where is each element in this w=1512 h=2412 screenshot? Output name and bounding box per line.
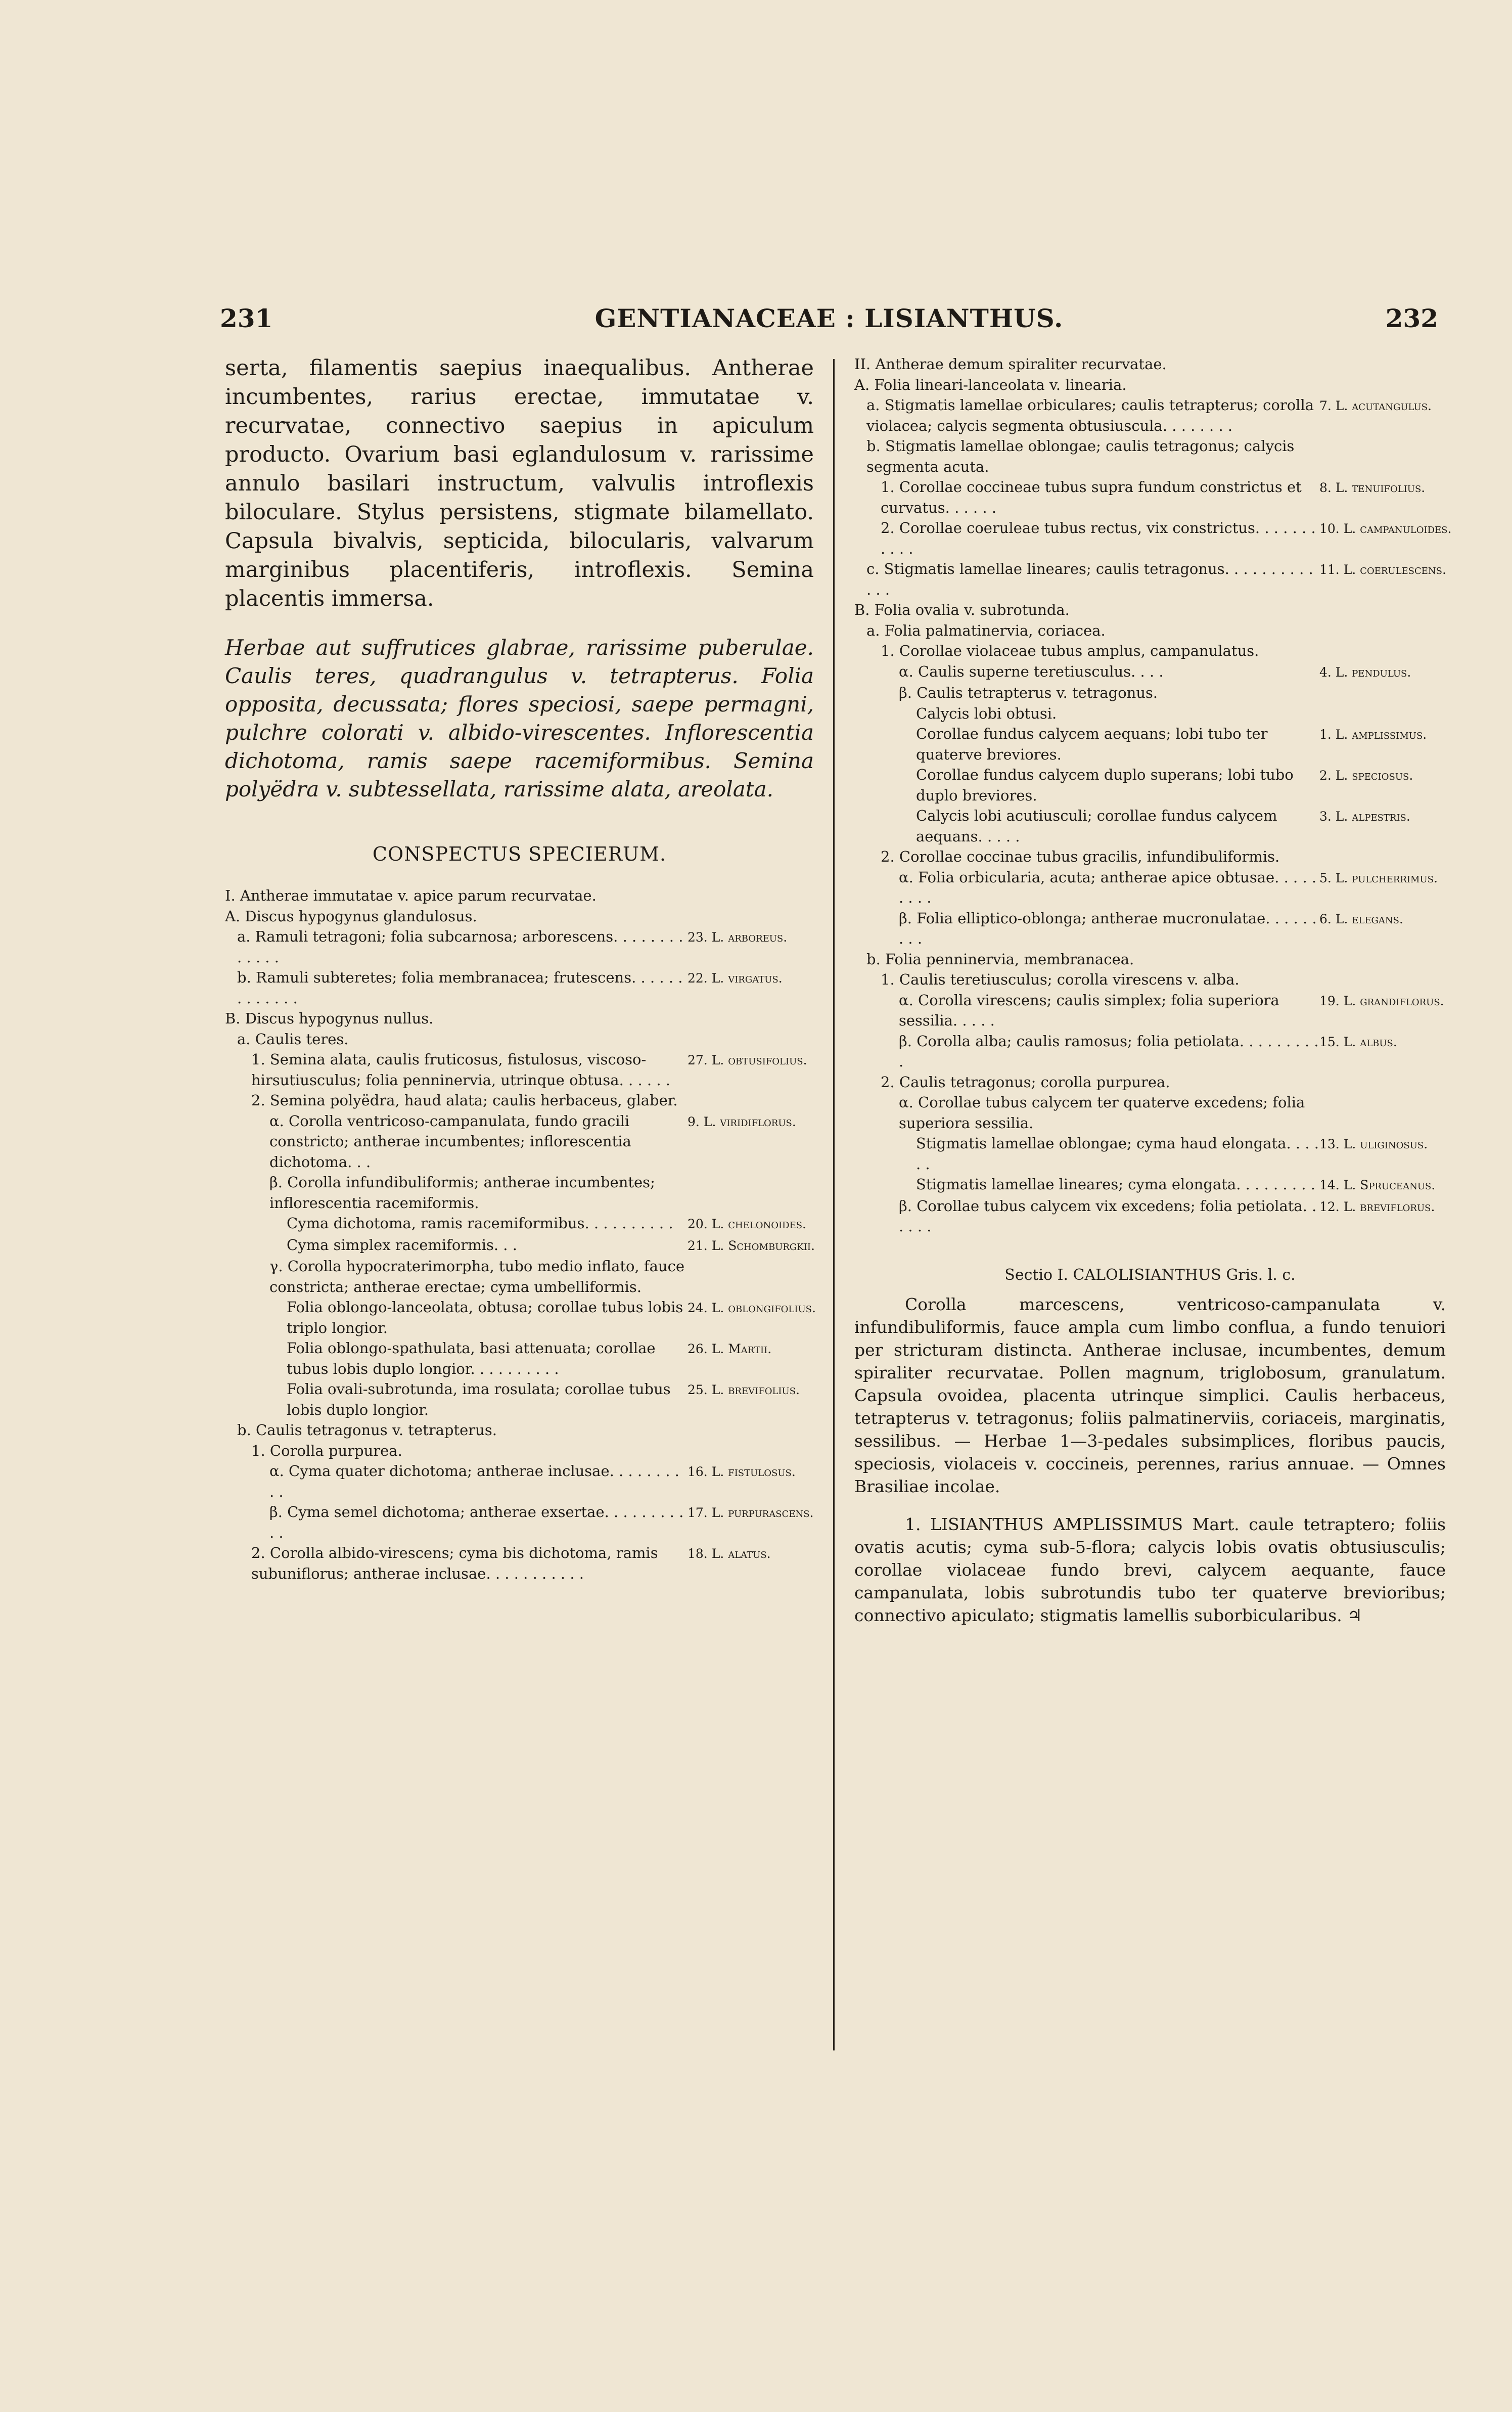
key-text: 2. Corolla albido-virescens; cyma bis dichotoma, ramis subuniflorus; antherae inclusae. . . . . . . . . . . [251, 1544, 658, 1582]
right-page-number: 232 [1385, 303, 1438, 333]
species-name: 2. L. speciosus. [1319, 768, 1413, 783]
key-text: β. Folia elliptico-oblonga; antherae mucronulatae. . . . . . . . . [899, 909, 1317, 947]
key-species [1319, 559, 1446, 580]
species-name: 21. L. Schomburgkii. [688, 1238, 815, 1253]
key-species [1319, 661, 1446, 683]
species-name: 14. L. Spruceanus. [1319, 1178, 1436, 1192]
key-species [1319, 1133, 1446, 1155]
key-entry [225, 1461, 814, 1502]
key-text: α. Corollae tubus calycem ter quaterve excedens; folia superiora sessilia. [899, 1094, 1305, 1132]
key-entry [225, 1235, 814, 1257]
key-text: a. Folia palmatinervia, coriacea. [866, 621, 1106, 639]
key-entry [854, 703, 1446, 724]
species-name: 13. L. uliginosus. [1319, 1137, 1428, 1151]
key-entry [225, 1008, 814, 1029]
key-text: Folia ovali-subrotunda, ima rosulata; corollae tubus lobis duplo longior. [287, 1380, 671, 1418]
key-entry [854, 375, 1446, 395]
species-name: 5. L. pulcherrimus. [1319, 870, 1438, 885]
key-entry [854, 477, 1446, 518]
key-text: 1. Corolla purpurea. [251, 1442, 402, 1459]
species-name: 6. L. elegans. [1319, 911, 1403, 926]
species-name: 8. L. tenuifolius. [1319, 480, 1426, 495]
key-text: c. Stigmatis lamellae lineares; caulis tetragonus. . . . . . . . . . . . . [866, 560, 1313, 598]
key-entry [225, 1338, 814, 1379]
key-text: Cyma simplex racemiformis. . . [287, 1236, 517, 1254]
key-species [688, 1338, 814, 1360]
running-title: GENTIANACEAE : LISIANTHUS. [594, 303, 1064, 333]
species-name: 1. L. amplissimus. [1319, 727, 1427, 742]
species-name: 20. L. chelonoides. [688, 1217, 806, 1231]
key-text: Calycis lobi acutiusculi; corollae fundus calycem aequans. . . . . [916, 807, 1277, 845]
key-text: A. Discus hypogynus glandulosus. [225, 907, 477, 925]
key-species [1319, 806, 1446, 827]
key-species [688, 926, 814, 948]
key-entry [854, 661, 1446, 683]
key-text: B. Discus hypogynus nullus. [225, 1010, 434, 1027]
species-name: 12. L. breviflorus. [1319, 1199, 1435, 1214]
key-species [1319, 1174, 1446, 1196]
key-text: α. Corolla ventricoso-campanulata, fundo gracili constricto; antherae incumbentes; inflorescentia dichotoma. . . [269, 1112, 631, 1171]
key-species [1319, 518, 1452, 540]
conspectus-heading: CONSPECTUS SPECIERUM. [372, 843, 667, 865]
key-text: γ. Corolla hypocraterimorpha, tubo medio inflato, fauce constricta; antherae erectae; cyma umbelliformis. [269, 1258, 685, 1296]
species-name: 18. L. alatus. [688, 1546, 771, 1561]
species-name: 19. L. grandiflorus. [1319, 993, 1444, 1008]
key-entry [854, 846, 1446, 867]
species-key-right [854, 354, 1452, 1237]
species-name: 27. L. obtusifolius. [688, 1053, 807, 1067]
key-text: β. Corolla infundibuliformis; antherae incumbentes; inflorescentia racemiformis. [269, 1174, 655, 1212]
key-entry [225, 926, 814, 967]
key-text: 2. Corollae coeruleae tubus rectus, vix constrictus. . . . . . . . . . . [881, 519, 1316, 557]
key-text: 1. Semina alata, caulis fruticosus, fistulosus, viscoso-hirsutiusculus; folia penninervia, utrinque obtusa. . . . . . [251, 1051, 670, 1089]
key-text: I. Antherae immutatae v. apice parum recurvatae. [225, 887, 597, 904]
key-species [688, 1543, 814, 1565]
key-species [1319, 765, 1446, 786]
key-text: Folia oblongo-lanceolata, obtusa; corollae tubus lobis triplo longior. [287, 1299, 683, 1336]
key-entry [225, 1543, 814, 1584]
key-entry [225, 967, 814, 1008]
key-entry [225, 1111, 814, 1173]
key-entry [225, 1297, 814, 1338]
key-entry [225, 1441, 814, 1461]
key-text: a. Caulis teres. [237, 1030, 349, 1048]
key-text: 1. Caulis teretiusculus; corolla virescens v. alba. [881, 971, 1240, 988]
species-name: 15. L. albus. [1319, 1034, 1397, 1049]
key-species [1319, 477, 1446, 499]
key-species [1319, 1031, 1446, 1053]
key-entry [854, 969, 1446, 990]
key-species [1319, 1196, 1446, 1218]
key-text: 2. Corollae coccinae tubus gracilis, infundibuliformis. [881, 848, 1280, 865]
habit-description: Herbae aut suffrutices glabrae, rarissime puberulae. Caulis teres, quadrangulus v. tetrapterus. Folia opposita, decussata; flores speciosi, saepe permagni, pulchre colorati v. albido-virescentes. Inflorescentia dichotoma, ramis saepe racemiformibus. Semina polyëdra v. subtessellata, rarissime alata, areolata. [225, 635, 814, 801]
key-text: 1. Corollae violaceae tubus amplus, campanulatus. [881, 642, 1259, 659]
key-species [1319, 867, 1446, 889]
key-text: β. Caulis tetrapterus v. tetragonus. [899, 684, 1158, 701]
key-entry [225, 1502, 814, 1543]
key-text: A. Folia lineari-lanceolata v. linearia. [854, 376, 1127, 393]
key-text: β. Corollae tubus calycem vix excedens; folia petiolata. . . . . . [899, 1197, 1317, 1235]
key-entry [854, 724, 1446, 765]
key-entry [854, 436, 1446, 477]
column-divider [833, 359, 835, 2050]
key-species [688, 1213, 814, 1235]
species-name: 24. L. oblongifolius. [688, 1301, 816, 1315]
key-entry [854, 600, 1446, 620]
key-entry [225, 1213, 814, 1235]
key-text: b. Ramuli subteretes; folia membranacea; frutescens. . . . . . . . . . . . . [237, 969, 683, 1007]
key-text: B. Folia ovalia v. subrotunda. [854, 601, 1070, 618]
species-name: 26. L. Martii. [688, 1342, 772, 1356]
species-name: 7. L. acutangulus. [1319, 398, 1432, 413]
key-entry [854, 1174, 1446, 1196]
species-key-left [225, 885, 814, 1584]
key-species [688, 1111, 814, 1133]
key-species [688, 1297, 814, 1319]
key-text: 2. Semina polyëdra, haud alata; caulis herbaceus, glaber. [251, 1092, 678, 1109]
key-entry [854, 641, 1446, 661]
key-text: b. Stigmatis lamellae oblongae; caulis tetragonus; calycis segmenta acuta. [866, 437, 1295, 475]
key-text: 1. Corollae coccineae tubus supra fundum constrictus et curvatus. . . . . . [881, 478, 1302, 516]
key-entry [225, 1049, 814, 1090]
species-name: 23. L. arboreus. [688, 930, 788, 945]
key-text: b. Caulis tetragonus v. tetrapterus. [237, 1421, 497, 1439]
key-species [1319, 990, 1446, 1012]
key-text: Calycis lobi obtusi. [916, 704, 1057, 722]
key-species [688, 1502, 814, 1524]
species-name: 9. L. viridiflorus. [688, 1114, 796, 1129]
key-entry [854, 395, 1446, 436]
key-entry [854, 867, 1446, 908]
key-entry [854, 1133, 1446, 1174]
key-text: β. Corolla alba; caulis ramosus; folia petiolata. . . . . . . . . . [899, 1032, 1319, 1070]
key-entry [854, 518, 1452, 559]
key-text: Cyma dichotoma, ramis racemiformibus. . . . . . . . . . [287, 1215, 673, 1232]
key-entry [225, 1172, 814, 1213]
key-text: Corollae fundus calycem duplo superans; lobi tubo duplo breviores. [916, 766, 1294, 804]
key-entry [854, 1031, 1446, 1072]
key-entry [225, 906, 814, 927]
key-text: II. Antherae demum spiraliter recurvatae. [854, 355, 1167, 373]
left-page-number: 231 [220, 303, 273, 333]
key-entry [854, 806, 1446, 846]
key-text: α. Cyma quater dichotoma; antherae inclusae. . . . . . . . . . [269, 1462, 679, 1500]
key-entry [225, 1090, 814, 1111]
species-name: 3. L. alpestris. [1319, 809, 1410, 824]
key-species [688, 1235, 814, 1257]
key-entry [854, 1072, 1446, 1093]
species-name: 10. L. campanuloides. [1319, 521, 1452, 536]
key-entry [225, 1420, 814, 1441]
species-name: 17. L. purpurascens. [688, 1505, 814, 1520]
key-entry [225, 1256, 814, 1297]
key-entry [854, 990, 1446, 1031]
left-column [225, 354, 814, 1584]
key-species [1319, 908, 1446, 930]
section-heading: Sectio I. CALOLISIANTHUS Gris. l. c. [1004, 1266, 1296, 1284]
key-text: 2. Caulis tetragonus; corolla purpurea. [881, 1073, 1170, 1091]
key-species [1319, 724, 1446, 745]
key-text: α. Folia orbicularia, acuta; antherae apice obtusae. . . . . . . . . [899, 868, 1317, 906]
key-species [688, 1461, 814, 1483]
key-text: a. Stigmatis lamellae orbiculares; caulis tetrapterus; corolla violacea; calycis segmenta obtusiuscula. . . . . . . . [866, 396, 1314, 434]
key-entry [854, 683, 1446, 703]
species-description: 1. LISIANTHUS AMPLISSIMUS Mart. caule tetraptero; foliis ovatis acutis; cyma sub-5-flora; calycis lobis ovatis obtusiusculis; corollae violaceae fundo brevi, calycem aequante, fauce campanulata, lobis subrotundis tubo ter quaterve brevioribus; connectivo apiculato; stigmatis lamellis suborbicularibus. ♃ [854, 1514, 1446, 1625]
key-entry [854, 949, 1446, 970]
key-text: α. Corolla virescens; caulis simplex; folia superiora sessilia. . . . . [899, 991, 1279, 1029]
species-name: 11. L. coerulescens. [1319, 562, 1446, 577]
key-text: Stigmatis lamellae lineares; cyma elongata. . . . . . . . . [916, 1176, 1315, 1193]
key-entry [225, 885, 814, 906]
key-text: b. Folia penninervia, membranacea. [866, 950, 1134, 968]
key-text: Folia oblongo-spathulata, basi attenuata; corollae tubus lobis duplo longior. . . . . . . . . . [287, 1339, 656, 1377]
key-species [1319, 395, 1446, 417]
key-entry [854, 1092, 1446, 1133]
key-entry [854, 1196, 1446, 1237]
genus-description-continued: serta, filamentis saepius inaequalibus. Antherae incumbentes, rarius erectae, immutatae v. recurvatae, connectivo saepius in apiculum producto. Ovarium basi eglandulosum v. rarissime annulo basilari instructum, valvulis introflexis biloculare. Stylus persistens, stigmate bilamellato. Capsula bivalvis, septicida, bilocularis, valvarum marginibus placentiferis, introflexis. Semina placentis immersa. [225, 355, 814, 611]
key-text: β. Cyma semel dichotoma; antherae exsertae. . . . . . . . . . . [269, 1503, 684, 1541]
key-entry [854, 765, 1446, 806]
key-species [688, 1049, 814, 1071]
key-species [688, 1379, 814, 1401]
key-entry [854, 908, 1446, 949]
species-name: 4. L. pendulus. [1319, 664, 1411, 680]
key-text: Corollae fundus calycem aequans; lobi tubo ter quaterve breviores. [916, 725, 1268, 763]
key-entry [854, 559, 1446, 600]
key-text: Stigmatis lamellae oblongae; cyma haud elongata. . . . . . [916, 1135, 1319, 1173]
page-header [215, 303, 1443, 339]
species-name: 25. L. brevifolius. [688, 1382, 800, 1397]
key-species [688, 967, 814, 989]
key-entry [854, 354, 1446, 375]
key-entry [225, 1379, 814, 1420]
species-name: 22. L. virgatus. [688, 971, 783, 986]
key-text: a. Ramuli tetragoni; folia subcarnosa; arborescens. . . . . . . . . . . . . [237, 928, 683, 966]
key-entry [225, 1029, 814, 1050]
species-name: 16. L. fistulosus. [688, 1464, 796, 1479]
right-column [854, 354, 1452, 1627]
key-entry [854, 620, 1446, 641]
key-text: α. Caulis superne teretiusculus. . . . [899, 662, 1164, 680]
section-description: Corolla marcescens, ventricoso-campanulata v. infundibuliformis, fauce ampla cum limbo conflua, a fundo tenuiori per stricturam distincta. Antherae inclusae, incumbentes, demum spiraliter recurvatae. Pollen magnum, triglobosum, granulatum. Capsula ovoidea, placenta utrinque simplici. Caulis herbaceus, tetrapterus v. tetragonus; foliis palmatinerviis, coriaceis, marginatis, sessilibus. — Herbae 1—3-pedales subsimplices, floribus paucis, speciosis, violaceis v. coccineis, perennes, rarius annuae. — Omnes Brasiliae incolae. [854, 1294, 1446, 1496]
